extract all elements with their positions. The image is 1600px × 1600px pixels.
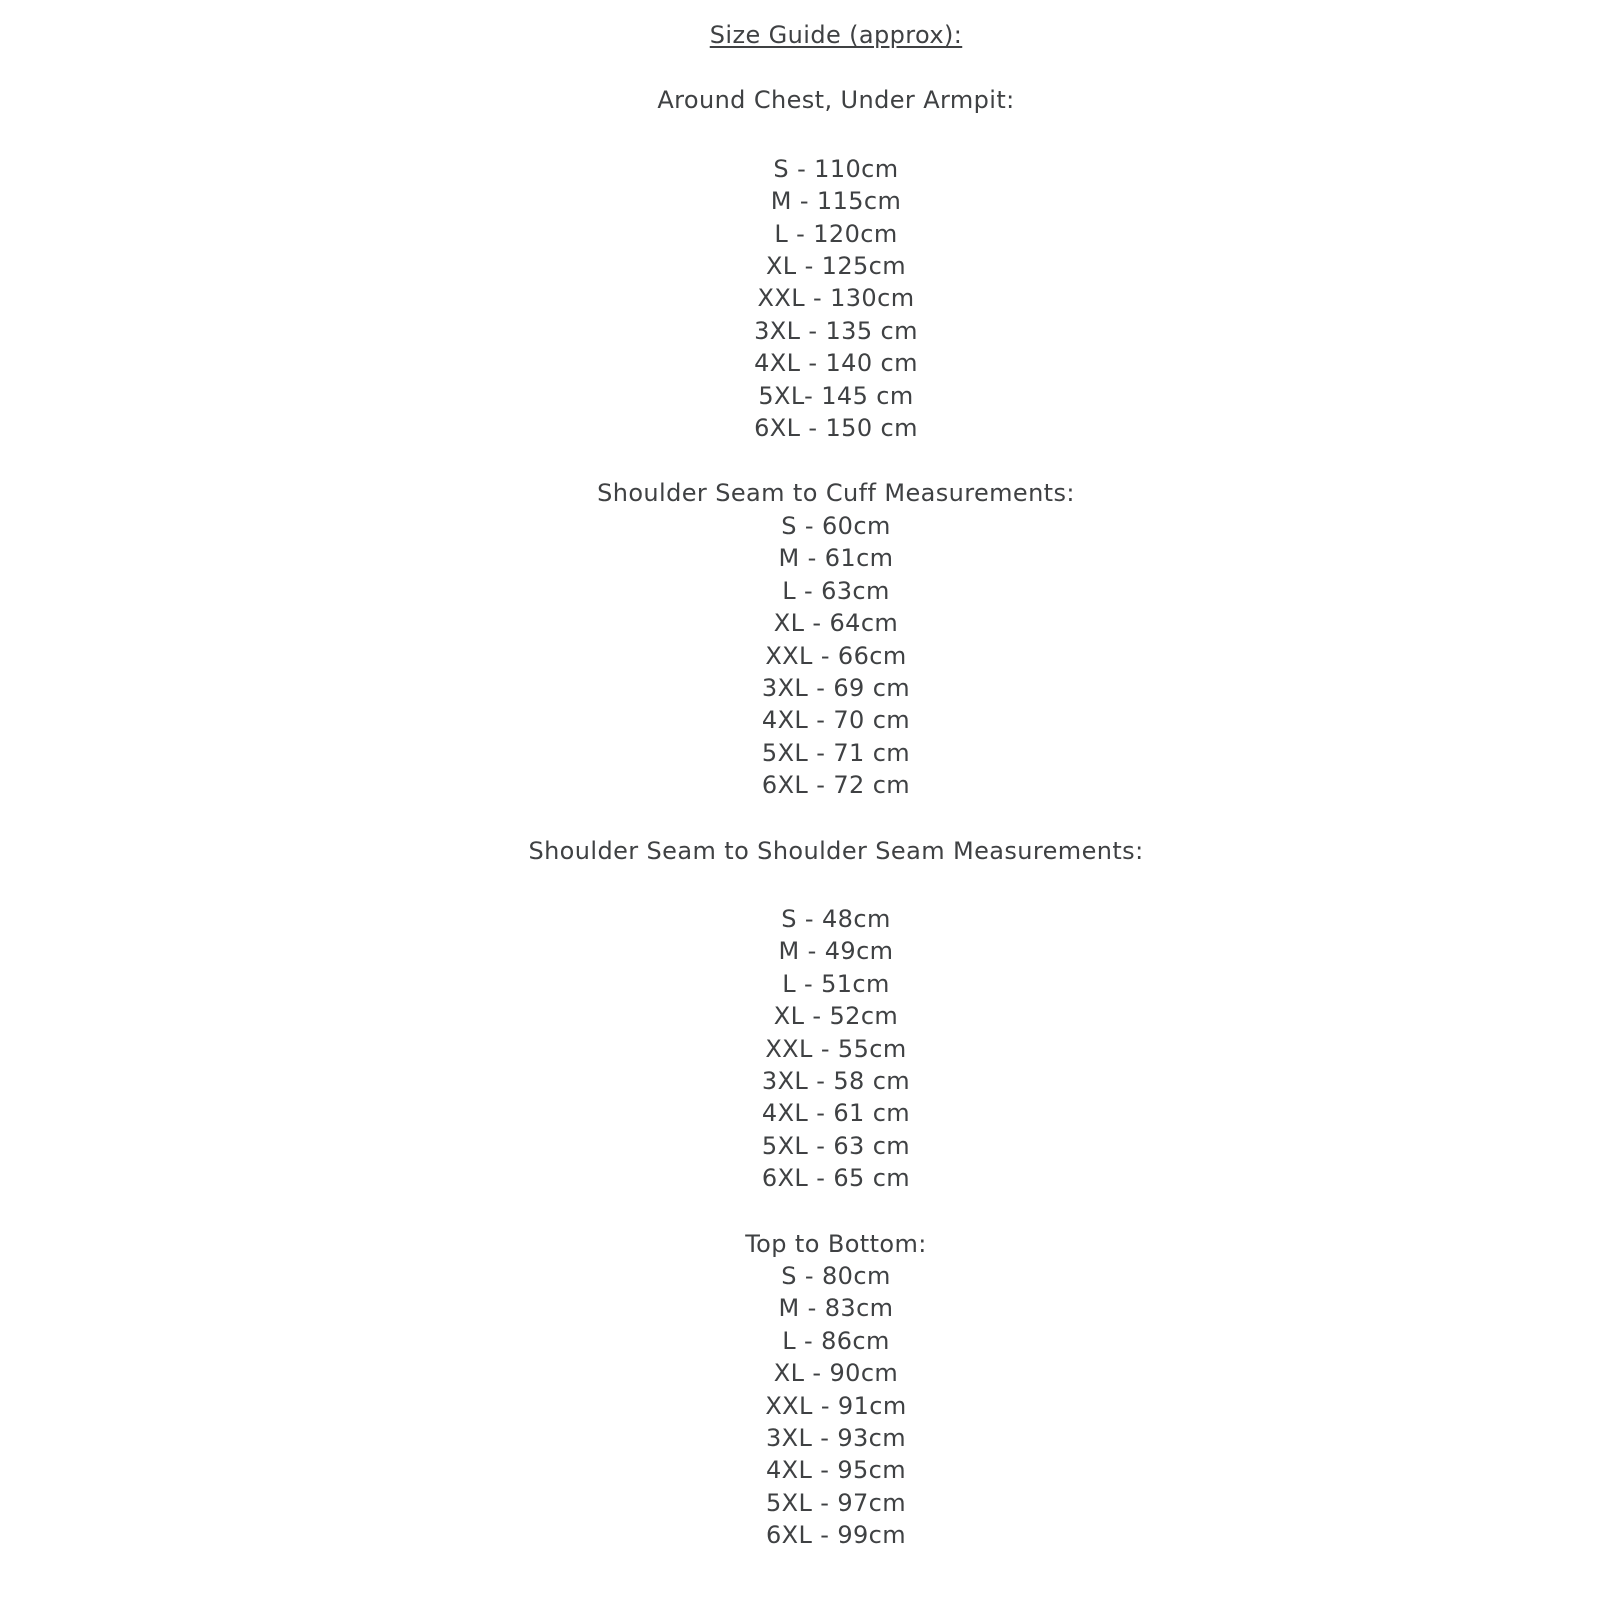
size-line: XXL - 66cm (765, 641, 907, 670)
size-line: M - 83cm (778, 1294, 894, 1323)
size-line: XL - 90cm (773, 1359, 899, 1388)
size-line: 5XL - 97cm (765, 1488, 907, 1517)
size-line: 6XL - 65 cm (761, 1164, 911, 1193)
size-line: M - 115cm (770, 187, 902, 216)
size-line: L - 120cm (774, 219, 898, 248)
size-line: M - 61cm (778, 544, 894, 573)
size-list-top-to-bottom (72, 1260, 1600, 1552)
section-shoulder-to-shoulder (72, 835, 1600, 1195)
size-line: 4XL - 61 cm (761, 1099, 911, 1128)
section-heading-top-to-bottom: Top to Bottom: (745, 1229, 927, 1258)
section-shoulder-to-cuff (72, 477, 1600, 801)
size-list-shoulder-to-cuff (72, 510, 1600, 802)
size-line: 4XL - 140 cm (754, 349, 918, 378)
size-line: S - 80cm (781, 1262, 891, 1290)
size-line: 6XL - 72 cm (761, 771, 911, 800)
size-line: S - 48cm (781, 904, 891, 933)
size-list-shoulder-to-shoulder (72, 903, 1600, 1195)
size-line: 6XL - 99cm (765, 1521, 907, 1550)
size-line: S - 60cm (781, 511, 891, 540)
size-line: 5XL - 63 cm (761, 1131, 911, 1160)
size-line: S - 110cm (773, 154, 899, 183)
size-line: 6XL - 150 cm (754, 414, 918, 443)
section-around-chest (72, 84, 1600, 444)
size-list-around-chest (72, 153, 1600, 445)
size-line: L - 51cm (782, 969, 890, 998)
size-line: M - 49cm (778, 937, 894, 966)
size-line: XL - 125cm (765, 252, 907, 281)
size-line: 3XL - 135 cm (754, 316, 918, 345)
size-line: 4XL - 70 cm (761, 706, 911, 735)
size-line: 5XL- 145 cm (758, 381, 914, 410)
size-line: 3XL - 58 cm (761, 1066, 911, 1095)
page-title: Size Guide (approx): (709, 21, 963, 49)
size-line: XL - 52cm (773, 1002, 899, 1031)
section-heading-around-chest: Around Chest, Under Armpit: (657, 86, 1015, 115)
section-top-to-bottom (72, 1228, 1600, 1552)
size-line: 4XL - 95cm (765, 1456, 907, 1485)
size-line: XXL - 55cm (765, 1034, 907, 1063)
size-line: XXL - 130cm (757, 284, 915, 313)
size-line: XL - 64cm (773, 609, 899, 638)
size-line: 5XL - 71 cm (761, 738, 911, 767)
size-line: L - 63cm (782, 576, 890, 605)
section-heading-shoulder-to-cuff: Shoulder Seam to Cuff Measurements: (597, 479, 1075, 508)
size-line: L - 86cm (782, 1326, 890, 1355)
size-line: 3XL - 93cm (765, 1424, 907, 1453)
size-line: 3XL - 69 cm (761, 673, 911, 702)
size-line: XXL - 91cm (765, 1391, 907, 1420)
section-heading-shoulder-to-shoulder: Shoulder Seam to Shoulder Seam Measurements: (528, 836, 1144, 865)
